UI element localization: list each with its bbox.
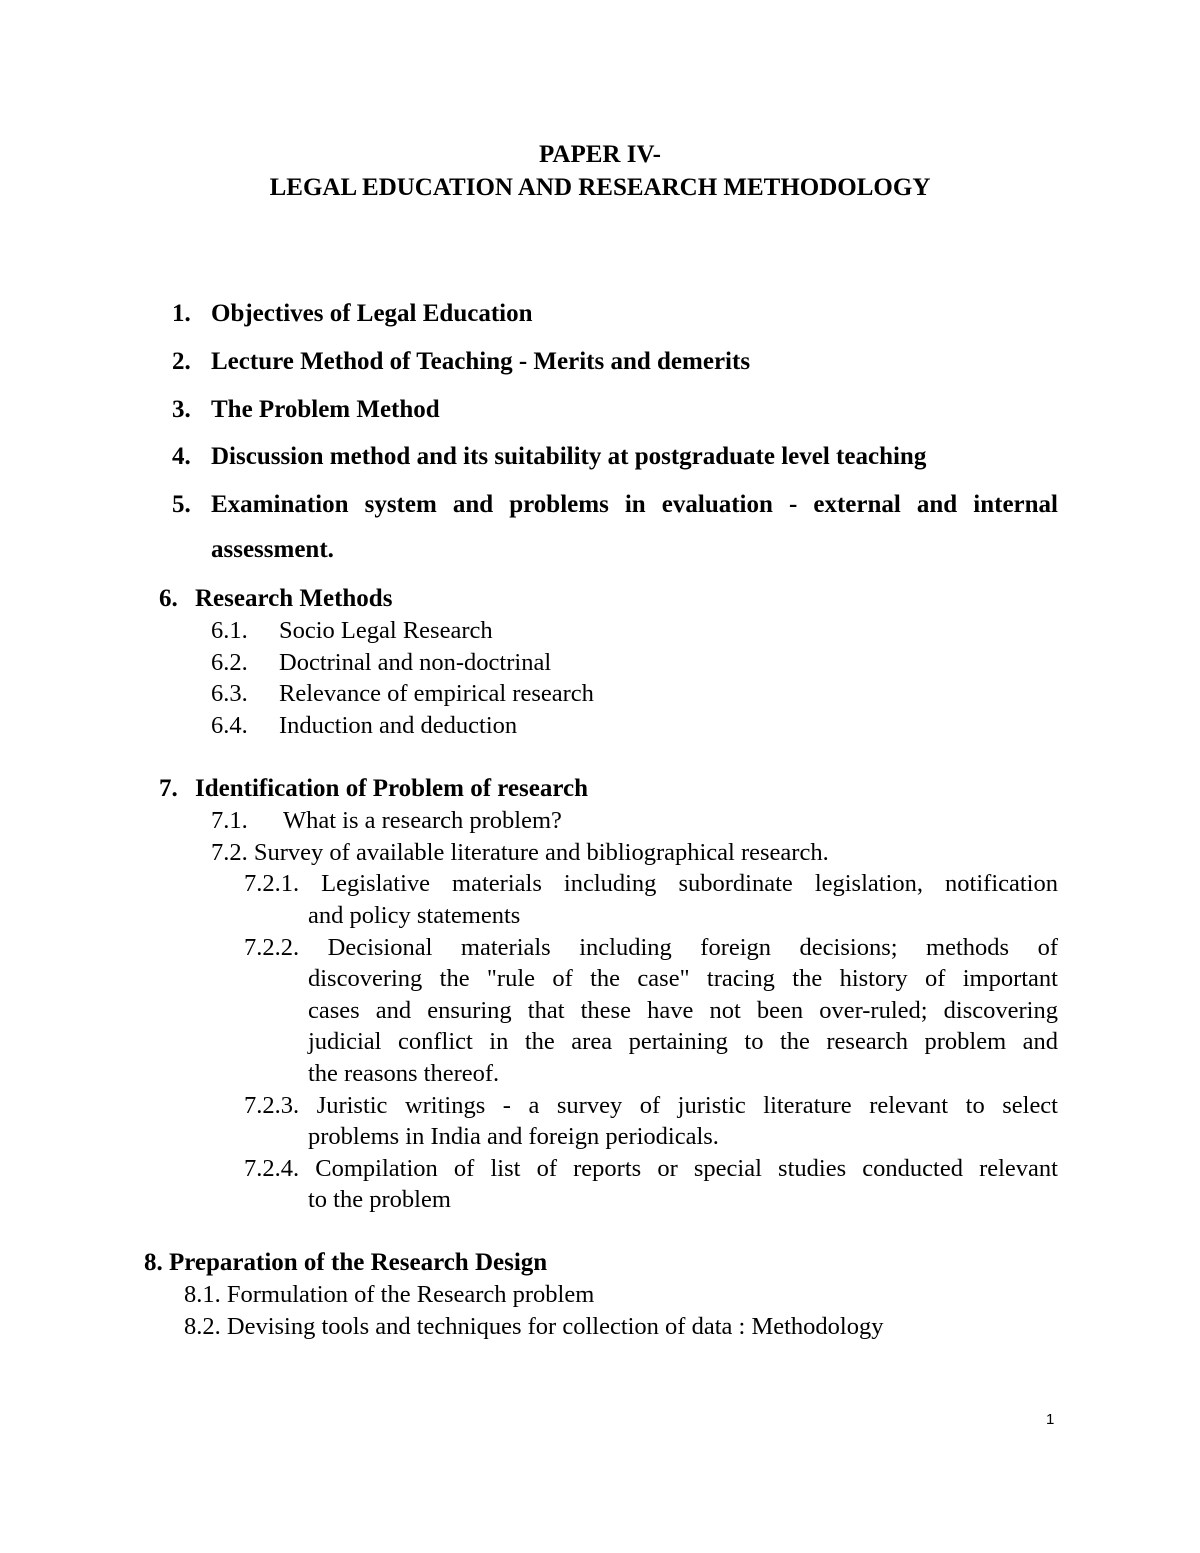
subitem-line: 7.2.2. Decisional materials including foreign decisions; methods of bbox=[244, 934, 1058, 961]
section-7-heading: 7. Identification of Problem of research bbox=[159, 775, 588, 802]
section-6-heading: 6. Research Methods bbox=[159, 585, 393, 612]
subitem-line: discovering the "rule of the case" tracing the history of important bbox=[308, 965, 1058, 992]
section-8-heading: 8. Preparation of the Research Design bbox=[144, 1249, 548, 1276]
subitem-line: judicial conflict in the area pertaining to the research problem and bbox=[308, 1028, 1058, 1055]
topic-number: 2. bbox=[172, 348, 191, 375]
subitem-line: the reasons thereof. bbox=[308, 1060, 500, 1087]
topic-2 bbox=[172, 348, 750, 376]
topic-3 bbox=[172, 396, 440, 424]
subitem-line: 7.2.3. Juristic writings - a survey of juristic literature relevant to select bbox=[244, 1092, 1058, 1119]
list-item: 8.1. Formulation of the Research problem bbox=[184, 1281, 595, 1308]
topic-4 bbox=[172, 443, 926, 471]
list-item: 6.1. Socio Legal Research bbox=[211, 617, 493, 644]
topic-number: 3. bbox=[172, 396, 191, 423]
topic-text: The Problem Method bbox=[211, 396, 440, 423]
topic-text: Lecture Method of Teaching - Merits and demerits bbox=[211, 348, 751, 375]
topic-text: Examination system and problems in evaluation - external and internal bbox=[211, 491, 1058, 518]
subitem-line: problems in India and foreign periodicals. bbox=[308, 1123, 719, 1150]
topic-1 bbox=[172, 300, 533, 328]
paper-number: PAPER IV- bbox=[539, 141, 661, 168]
subitem-line: 7.2.4. Compilation of list of reports or special studies conducted relevant bbox=[244, 1155, 1058, 1182]
list-item: 8.2. Devising tools and techniques for collection of data : Methodology bbox=[184, 1313, 884, 1340]
list-item: 7.1. What is a research problem? bbox=[211, 807, 562, 834]
topic-text: Objectives of Legal Education bbox=[211, 300, 533, 327]
section-number: 8 bbox=[144, 1249, 157, 1276]
topic-text: Discussion method and its suitability at postgraduate level teaching bbox=[211, 443, 927, 470]
subitem-line: to the problem bbox=[308, 1186, 451, 1213]
topic-number: 4. bbox=[172, 443, 191, 470]
subitem-line: and policy statements bbox=[308, 902, 521, 929]
list-item: 6.4. Induction and deduction bbox=[211, 712, 518, 739]
topic-number: 5. bbox=[172, 491, 191, 518]
topic-number: 1. bbox=[172, 300, 191, 327]
list-item: 7.2. Survey of available literature and bibliographical research. bbox=[211, 839, 829, 866]
section-number: 6. bbox=[159, 585, 178, 612]
list-item: 6.3. Relevance of empirical research bbox=[211, 680, 594, 707]
list-item: 6.2. Doctrinal and non-doctrinal bbox=[211, 649, 552, 676]
subitem-line: 7.2.1. Legislative materials including subordinate legislation, notification bbox=[244, 870, 1058, 897]
page-number: 1 bbox=[1046, 1411, 1055, 1428]
section-number: 7. bbox=[159, 775, 178, 802]
subitem-line: cases and ensuring that these have not been over-ruled; discovering bbox=[308, 997, 1058, 1024]
topic-5-continuation: assessment. bbox=[211, 536, 334, 563]
topic-5 bbox=[172, 491, 1058, 519]
paper-title: LEGAL EDUCATION AND RESEARCH METHODOLOGY bbox=[269, 174, 931, 201]
